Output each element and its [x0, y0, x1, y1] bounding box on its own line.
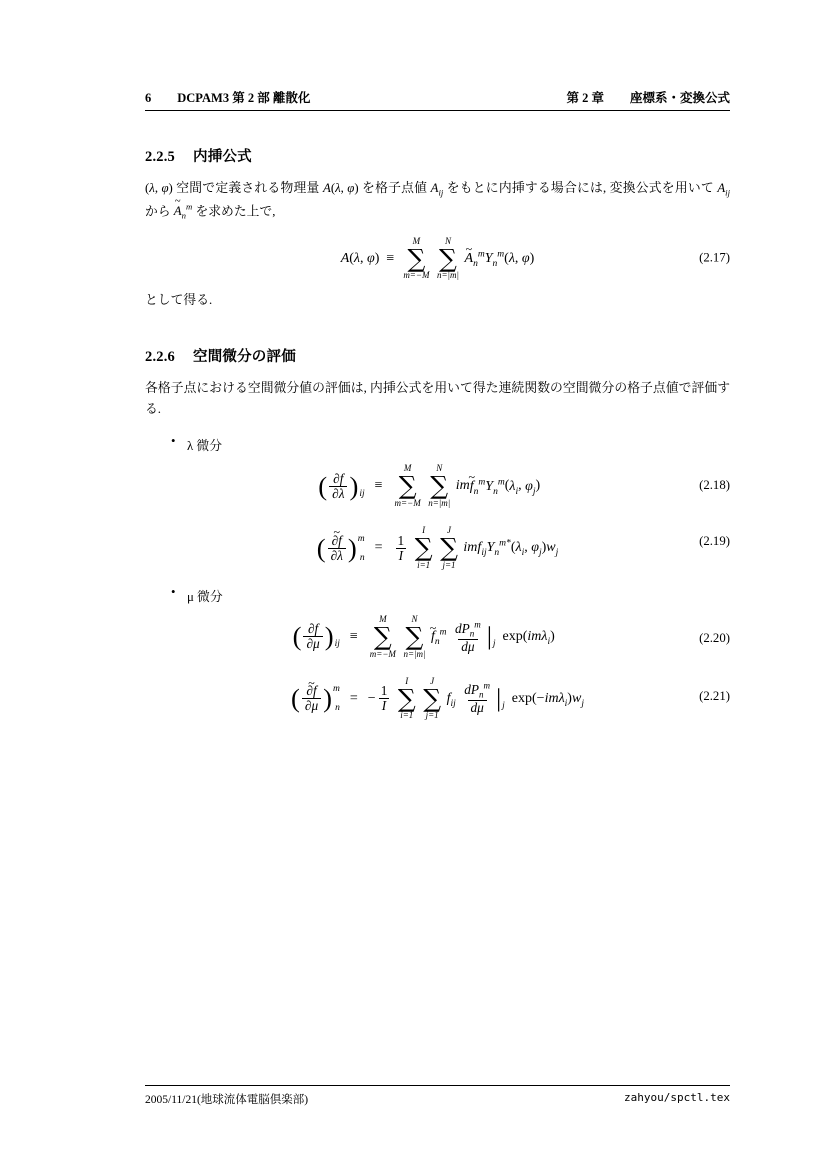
equation-2-21-rel: =: [349, 690, 358, 706]
chapter-label: 第 2 章: [566, 91, 604, 105]
equation-group-mu: [145, 615, 730, 721]
bullet-label-mu: μ 微分: [187, 589, 223, 604]
equation-number-2-20: (2.20): [699, 630, 730, 645]
equation-2-20-lhs: ( $\frac{\partial f}{\partial\mu}$ ) ij: [292, 621, 340, 652]
equation-group-lambda-body: [145, 464, 730, 570]
footer-date: 2005/11/21(地球流体電脳倶楽部): [145, 1094, 309, 1106]
equation-number-2-17: (2.17): [699, 250, 730, 265]
chapter-title: 座標系・変換公式: [629, 91, 730, 105]
equation-2-19-rhs: $\frac{1}{I}$ I ∑ i=1 J ∑ j=1 $imf_{ij}Y_n^{m*}(\lambda_i$, $\varphi_j)w_j$: [397, 525, 559, 570]
page-content: [145, 88, 730, 726]
equation-2-20-rhs: M ∑ m=−M N ∑ n=|m| ~ $f_n^m$ $\frac{dP_n^m}{d\mu}$ $|_j$ exp(imλ$_i$): [368, 615, 584, 659]
section-title-225: 内挿公式: [193, 149, 252, 165]
bullet-label-lambda: λ 微分: [187, 439, 222, 454]
running-head-right: [566, 88, 730, 106]
bullet-list-mu: [145, 586, 730, 605]
equation-2-19-lhs: ( ~ $\frac{\partial f}{\partial\lambda}$ ) m n: [317, 534, 365, 563]
section-heading-226: [145, 345, 730, 366]
paragraph-225-closing: として得る.: [145, 293, 213, 308]
equation-number-2-19: (2.19): [699, 534, 730, 549]
running-head: [145, 88, 730, 111]
equation-2-18-rhs: M ∑ m=−M N ∑ n=|m| im~ $f_n^mY_n^m(\lambda_i$, $\varphi_j$): [393, 464, 559, 508]
section-number-226: 2.2.6: [145, 349, 175, 366]
equation-2-21-lhs: ( ~ $\frac{\partial f}{\partial\mu}$ ) m n: [291, 684, 340, 713]
section-number-225: 2.2.5: [145, 149, 175, 165]
equation-2-21-rhs: − $\frac{1}{I}$ I ∑ i=1 J ∑ j=1 $f_{ij}$ $\frac{dP_n^m}{d\mu}$ $|_j$ $\exp(-im\lambda_i)w_j$: [367, 675, 584, 721]
page-footer: [145, 1085, 730, 1107]
list-item-mu: [145, 586, 730, 605]
section-title-226: 空間微分の評価: [193, 349, 296, 366]
running-head-title: DCPAM3 第 2 部 離散化: [177, 91, 311, 105]
equation-2-19-rel: =: [374, 540, 383, 556]
running-head-left: [145, 88, 310, 106]
equation-2-17-body: A(λ, φ) ≡ M ∑ m=−M N ∑ n=|m| ~ $A_n^mY_n^m(\lambda$, φ): [145, 237, 730, 281]
equation-2-18-rel: ≡: [374, 478, 383, 494]
equation-2-18-lhs: ( $\frac{\partial f}{\partial\lambda}$ ) ij: [318, 470, 365, 501]
paragraph-225: (λ, φ) 空間で定義される物理量 A(λ, φ) を格子点値 $A_{ij}$ をもとに内挿する場合には, 変換公式を用いて $A_{ij}$ から ~ $A_n^m$ を求めた上で,: [145, 178, 730, 223]
equation-group-lambda: [145, 464, 730, 570]
equation-2-20-rel: ≡: [349, 628, 358, 644]
equation-2-17: [145, 237, 730, 281]
equation-number-2-18: (2.18): [699, 478, 730, 493]
paragraph-226: 各格子点における空間微分値の評価は, 内挿公式を用いて得た連続関数の空間微分の格子点値で評価する.: [145, 381, 730, 416]
list-item-lambda: [145, 435, 730, 454]
section-heading-225: [145, 145, 730, 166]
equation-number-2-21: (2.21): [699, 688, 730, 703]
page-number: 6: [145, 91, 152, 105]
footer-source-file: zahyou/spctl.tex: [624, 1091, 730, 1104]
bullet-list-lambda: [145, 435, 730, 454]
equation-group-mu-body: [145, 615, 730, 721]
